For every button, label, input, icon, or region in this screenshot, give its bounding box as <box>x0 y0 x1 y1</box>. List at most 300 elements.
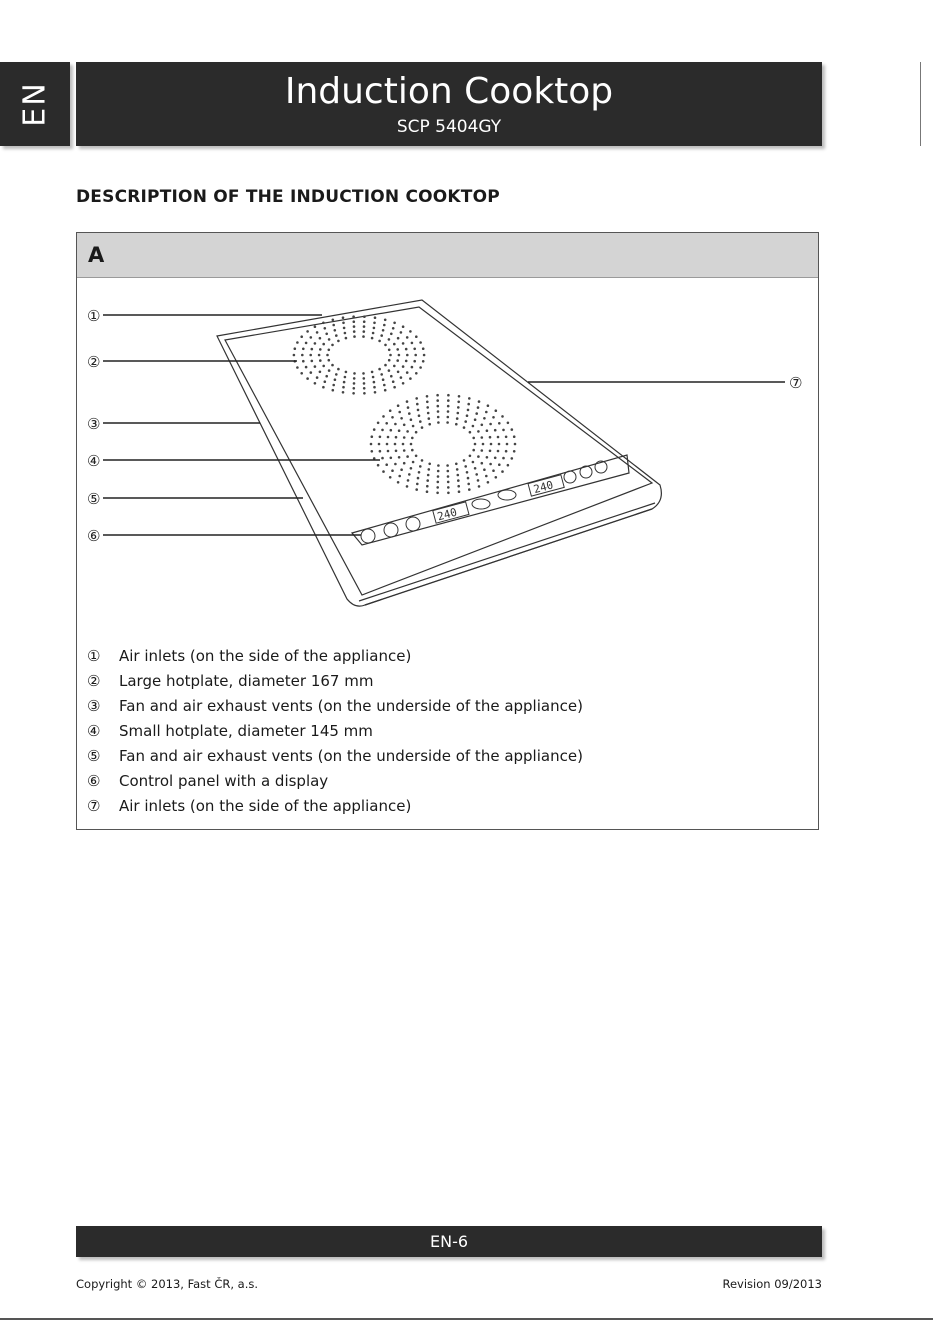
hotplate-dot <box>332 389 335 392</box>
hotplate-dot <box>418 471 421 474</box>
hotplate-dot <box>400 468 403 471</box>
hotplate-dot <box>405 360 408 363</box>
hotplate-dot <box>380 373 383 376</box>
legend-item: ④ Small hotplate, diameter 145 mm <box>87 722 373 740</box>
hotplate-dot <box>468 488 471 491</box>
language-label: EN <box>17 81 53 127</box>
hotplate-dot <box>437 481 440 484</box>
hotplate-dot <box>472 437 475 440</box>
hotplate-dot <box>384 364 387 367</box>
hotplate-dot <box>331 344 334 347</box>
hotplate-dot <box>384 389 387 392</box>
left-mode-button-icon <box>472 499 490 509</box>
hotplate-dot <box>362 335 365 338</box>
hotplate-dot <box>319 337 322 340</box>
hotplate-dot <box>353 325 356 328</box>
hotplate-dot <box>406 455 409 458</box>
hotplate-dot <box>437 405 440 408</box>
hotplate-dot <box>505 436 508 439</box>
hotplate-dot <box>421 459 424 462</box>
hotplate-dot <box>428 463 431 466</box>
hotplate-dot <box>395 450 398 453</box>
hotplate-dot <box>478 400 481 403</box>
hotplate-dot <box>409 377 412 380</box>
hotplate-dot <box>463 459 466 462</box>
callout-7: ⑦ <box>789 374 803 392</box>
hotplate-dot <box>386 443 389 446</box>
hotplate-dot <box>335 334 338 337</box>
title-bar <box>76 62 822 146</box>
hotplate-dot <box>363 392 366 395</box>
left-display-value: 240 <box>435 505 459 524</box>
hotplate-dot <box>501 415 504 418</box>
hotplate-dot <box>469 431 472 434</box>
small-hotplate <box>370 394 517 494</box>
hotplate-dot <box>412 461 415 464</box>
hotplate-dot <box>497 436 500 439</box>
hotplate-dot <box>314 382 317 385</box>
hotplate-dot <box>422 347 425 350</box>
hotplate-dot <box>398 456 401 459</box>
hotplate-dot <box>447 416 450 419</box>
hotplate-dot <box>325 375 328 378</box>
hotplate-dot <box>379 436 382 439</box>
hotplate-dot <box>428 417 431 420</box>
hotplate-dot <box>377 422 380 425</box>
hotplate-dot <box>392 327 395 330</box>
hotplate-dot <box>511 428 514 431</box>
hotplate-dot <box>447 410 450 413</box>
hotplate-dot <box>342 386 345 389</box>
hotplate-dot <box>300 372 303 375</box>
hotplate-dot <box>469 455 472 458</box>
legend-item: ⑤ Fan and air exhaust vents (on the underside of the appliance) <box>87 747 583 765</box>
page-number-bar <box>76 1226 822 1257</box>
hotplate-dot <box>382 470 385 473</box>
hotplate-dot <box>477 430 480 433</box>
page-edge-line <box>920 62 921 146</box>
callout-5: ⑤ <box>87 490 101 508</box>
hotplate-dot <box>467 483 470 486</box>
control-strip <box>352 455 629 545</box>
hotplate-dot <box>415 372 418 375</box>
cooktop-illustration <box>77 233 818 633</box>
hotplate-dot <box>319 371 322 374</box>
hotplate-dot <box>328 359 331 362</box>
hotplate-dot <box>457 401 460 404</box>
hotplate-dot <box>363 382 366 385</box>
hotplate-dot <box>373 381 376 384</box>
hotplate-dot <box>426 401 429 404</box>
hotplate-dot <box>477 455 480 458</box>
hotplate-dot <box>344 376 347 379</box>
hotplate-dot <box>324 327 327 330</box>
hotplate-dot <box>398 429 401 432</box>
hotplate-dot <box>457 479 460 482</box>
hotplate-dot <box>400 417 403 420</box>
hotplate-dot <box>410 418 413 421</box>
hotplate-dot <box>325 333 328 336</box>
hotplate-dot <box>495 476 498 479</box>
hotplate-dot <box>398 411 401 414</box>
hotplate-dot <box>458 490 461 493</box>
cooktop-outline <box>217 300 661 606</box>
hotplate-dot <box>477 479 480 482</box>
hotplate-dot <box>393 365 396 368</box>
legend-item: ③ Fan and air exhaust vents (on the underside of the appliance) <box>87 697 583 715</box>
hotplate-dot <box>472 449 475 452</box>
hotplate-dot <box>390 333 393 336</box>
hotplate-dot <box>463 426 466 429</box>
hotplate-dot <box>406 400 409 403</box>
hotplate-dot <box>372 376 375 379</box>
hotplate-dot <box>457 412 460 415</box>
hotplate-dot <box>447 492 450 495</box>
hotplate-dot <box>437 421 440 424</box>
hotplate-dot <box>419 465 422 468</box>
hotplate-dot <box>322 386 325 389</box>
hotplate-dot <box>464 420 467 423</box>
callout-4: ④ <box>87 452 101 470</box>
hotplate-dot <box>497 450 500 453</box>
hotplate-dot <box>328 349 331 352</box>
hotplate-dot <box>337 368 340 371</box>
hotplate-dot <box>507 464 510 467</box>
hotplate-dot <box>447 399 450 402</box>
right-mode-button-icon <box>498 490 516 500</box>
hotplate-dot <box>489 436 492 439</box>
hotplate-dot <box>486 456 489 459</box>
hotplate-dot <box>373 322 376 325</box>
hotplate-dot <box>437 470 440 473</box>
hotplate-dot <box>494 429 497 432</box>
hotplate-dot <box>345 337 348 340</box>
page-number: EN-6 <box>429 1232 469 1251</box>
hotplate-dot <box>494 457 497 460</box>
hotplate-dot <box>426 406 429 409</box>
hotplate-dot <box>301 354 304 357</box>
hotplate-dot <box>328 369 331 372</box>
page-title: Induction Cooktop <box>284 71 614 112</box>
hotplate-dot <box>415 431 418 434</box>
hotplate-dot <box>318 354 321 357</box>
language-tab <box>0 62 70 146</box>
hotplate-dot <box>382 329 385 332</box>
hotplate-dot <box>378 340 381 343</box>
hotplate-dot <box>388 338 391 341</box>
hotplate-dot <box>415 335 418 338</box>
hotplate-dot <box>371 435 374 438</box>
hotplate-dot <box>455 463 458 466</box>
hotplate-dot <box>412 425 415 428</box>
hotplate-dot <box>409 330 412 333</box>
hotplate-dot <box>400 331 403 334</box>
hotplate-dot <box>332 384 335 387</box>
hotplate-dot <box>415 488 418 491</box>
hotplate-dot <box>314 325 317 328</box>
hotplate-dot <box>511 457 514 460</box>
hotplate-dot <box>380 334 383 337</box>
hotplate-dot <box>436 399 439 402</box>
hotplate-dot <box>447 475 450 478</box>
hotplate-dot <box>426 395 429 398</box>
hotplate-dot <box>446 464 449 467</box>
hotplate-dot <box>400 376 403 379</box>
hotplate-dot <box>397 404 400 407</box>
right-minus-button-icon <box>564 471 576 483</box>
revision-text: Revision 09/2013 <box>722 1277 822 1291</box>
hotplate-dot <box>394 423 397 426</box>
hotplate-dot <box>514 443 517 446</box>
hotplate-dot <box>426 485 429 488</box>
figure-label: A <box>88 243 105 267</box>
hotplate-dot <box>382 415 385 418</box>
hotplate-dot <box>296 341 299 344</box>
hotplate-dot <box>381 429 384 432</box>
hotplate-dot <box>398 354 401 357</box>
hotplate-dot <box>422 360 425 363</box>
hotplate-dot <box>483 417 486 420</box>
hotplate-dot <box>492 416 495 419</box>
hotplate-dot <box>457 474 460 477</box>
hotplate-dot <box>314 342 317 345</box>
hotplate-dot <box>483 468 486 471</box>
hotplate-dot <box>294 347 297 350</box>
hotplate-dot <box>352 315 355 318</box>
hotplate-dot <box>309 354 312 357</box>
hotplate-dot <box>413 348 416 351</box>
hotplate-dot <box>363 330 366 333</box>
hotplate-dot <box>305 366 308 369</box>
hotplate-dot <box>427 474 430 477</box>
hotplate-dot <box>406 485 409 488</box>
hotplate-dot <box>334 329 337 332</box>
hotplate-dot <box>388 359 391 362</box>
model-number: SCP 5404GY <box>396 117 502 137</box>
hotplate-dot <box>310 336 313 339</box>
hotplate-dot <box>378 443 381 446</box>
hotplate-dot <box>389 354 392 357</box>
right-plus-button-icon <box>580 466 592 478</box>
hotplate-dot <box>456 468 459 471</box>
hotplate-dot <box>371 371 374 374</box>
hotplate-dot <box>408 412 411 415</box>
hotplate-dot <box>353 330 356 333</box>
hotplate-dot <box>397 481 400 484</box>
hotplate-dot <box>334 378 337 381</box>
hotplate-dot <box>472 461 475 464</box>
hotplate-dot <box>398 475 401 478</box>
hotplate-dot <box>326 354 329 357</box>
hotplate-dot <box>296 366 299 369</box>
hotplate-dot <box>478 485 481 488</box>
hotplate-dot <box>506 443 509 446</box>
hotplate-dot <box>436 492 439 495</box>
hotplate-dot <box>403 449 406 452</box>
hotplate-dot <box>407 479 410 482</box>
hotplate-dot <box>437 416 440 419</box>
legend-item: ⑦ Air inlets (on the side of the appliance) <box>87 797 412 815</box>
hotplate-dot <box>337 340 340 343</box>
hotplate-dot <box>489 423 492 426</box>
hotplate-dot <box>377 464 380 467</box>
hotplate-dot <box>305 342 308 345</box>
hotplate-dot <box>394 463 397 466</box>
hotplate-dot <box>481 462 484 465</box>
hotplate-dot <box>345 371 348 374</box>
hotplate-dot <box>406 371 409 374</box>
hotplate-dot <box>455 423 458 426</box>
hotplate-dot <box>402 443 405 446</box>
hotplate-dot <box>513 450 516 453</box>
legend-item: ⑥ Control panel with a display <box>87 772 329 790</box>
hotplate-dot <box>379 450 382 453</box>
hotplate-dot <box>474 467 477 470</box>
hotplate-dot <box>447 470 450 473</box>
hotplate-dot <box>385 422 388 425</box>
hotplate-dot <box>293 354 296 357</box>
hotplate-dot <box>447 481 450 484</box>
hotplate-dot <box>397 371 400 374</box>
hotplate-dot <box>363 377 366 380</box>
callout-1: ① <box>87 307 101 325</box>
hotplate-dot <box>395 436 398 439</box>
hotplate-dot <box>324 380 327 383</box>
hotplate-dot <box>383 384 386 387</box>
hotplate-dot <box>408 473 411 476</box>
hotplate-dot <box>416 483 419 486</box>
hotplate-dot <box>353 335 356 338</box>
hotplate-dot <box>485 475 488 478</box>
hotplate-dot <box>391 416 394 419</box>
hotplate-dot <box>437 475 440 478</box>
hotplate-dot <box>396 359 399 362</box>
hotplate-dot <box>447 486 450 489</box>
hotplate-dot <box>475 412 478 415</box>
hotplate-dot <box>406 354 409 357</box>
hotplate-dot <box>436 394 439 397</box>
hotplate-dot <box>487 481 490 484</box>
hotplate-dot <box>331 364 334 367</box>
hotplate-dot <box>498 443 501 446</box>
hotplate-dot <box>456 417 459 420</box>
hotplate-dot <box>389 409 392 412</box>
hotplate-dot <box>316 331 319 334</box>
hotplate-dot <box>362 372 365 375</box>
hotplate-dot <box>316 376 319 379</box>
hotplate-dot <box>447 405 450 408</box>
figure-box <box>76 232 819 830</box>
hotplate-dot <box>388 349 391 352</box>
hotplate-dot <box>467 409 470 412</box>
hotplate-dot <box>311 360 314 363</box>
hotplate-dot <box>373 428 376 431</box>
hotplate-dot <box>481 436 484 439</box>
hotplate-dot <box>403 462 406 465</box>
hotplate-dot <box>481 424 484 427</box>
hotplate-dot <box>501 470 504 473</box>
callout-3: ③ <box>87 415 101 433</box>
right-display-value: 240 <box>532 478 555 497</box>
hotplate-dot <box>458 395 461 398</box>
legend-item: ① Air inlets (on the side of the appliance) <box>87 647 412 665</box>
hotplate-dot <box>302 360 305 363</box>
hotplate-dot <box>513 435 516 438</box>
hotplate-dot <box>411 342 414 345</box>
hotplate-dot <box>446 421 449 424</box>
hotplate-dot <box>495 409 498 412</box>
hotplate-dot <box>437 410 440 413</box>
hotplate-dot <box>498 463 501 466</box>
hotplate-dot <box>423 354 426 357</box>
hotplate-dot <box>464 465 467 468</box>
hotplate-dot <box>402 382 405 385</box>
hotplate-dot <box>311 348 314 351</box>
hotplate-dot <box>322 365 325 368</box>
hotplate-dot <box>436 486 439 489</box>
hotplate-dot <box>457 485 460 488</box>
hotplate-dot <box>467 477 470 480</box>
hotplate-dot <box>371 450 374 453</box>
hotplate-dot <box>407 406 410 409</box>
hotplate-dot <box>306 377 309 380</box>
hotplate-dot <box>414 354 417 357</box>
hotplate-dot <box>370 443 373 446</box>
hotplate-dot <box>475 473 478 476</box>
hotplate-dot <box>419 366 422 369</box>
hotplate-dot <box>411 366 414 369</box>
hotplate-dot <box>391 469 394 472</box>
copyright-text: Copyright © 2013, Fast ČR, a.s. <box>76 1277 259 1291</box>
hotplate-dot <box>487 404 490 407</box>
hotplate-dot <box>343 327 346 330</box>
hotplate-dot <box>310 371 313 374</box>
hotplate-dot <box>352 392 355 395</box>
hotplate-dot <box>387 436 390 439</box>
hotplate-dot <box>319 359 322 362</box>
hotplate-dot <box>342 322 345 325</box>
hotplate-dot <box>402 365 405 368</box>
hotplate-dot <box>394 443 397 446</box>
hotplate-dot <box>396 348 399 351</box>
hotplate-dot <box>373 327 376 330</box>
hotplate-dot <box>343 381 346 384</box>
hotplate-dot <box>502 429 505 432</box>
hotplate-dot <box>387 450 390 453</box>
hotplate-dot <box>403 436 406 439</box>
hotplate-dot <box>363 320 366 323</box>
hotplate-dot <box>393 386 396 389</box>
hotplate-dot <box>383 324 386 327</box>
hotplate-dot <box>416 403 419 406</box>
hotplate-dot <box>389 476 392 479</box>
hotplate-dot <box>474 443 477 446</box>
hotplate-dot <box>353 372 356 375</box>
hotplate-dot <box>502 457 505 460</box>
hotplate-dot <box>437 464 440 467</box>
hotplate-dot <box>466 471 469 474</box>
hotplate-dot <box>418 414 421 417</box>
hotplate-dot <box>384 319 387 322</box>
hotplate-dot <box>419 341 422 344</box>
legend-list <box>87 644 583 819</box>
large-hotplate <box>293 315 426 394</box>
hotplate-dot <box>482 443 485 446</box>
hotplate-dot <box>489 463 492 466</box>
hotplate-dot <box>477 406 480 409</box>
hotplate-dot <box>381 457 384 460</box>
hotplate-dot <box>397 337 400 340</box>
